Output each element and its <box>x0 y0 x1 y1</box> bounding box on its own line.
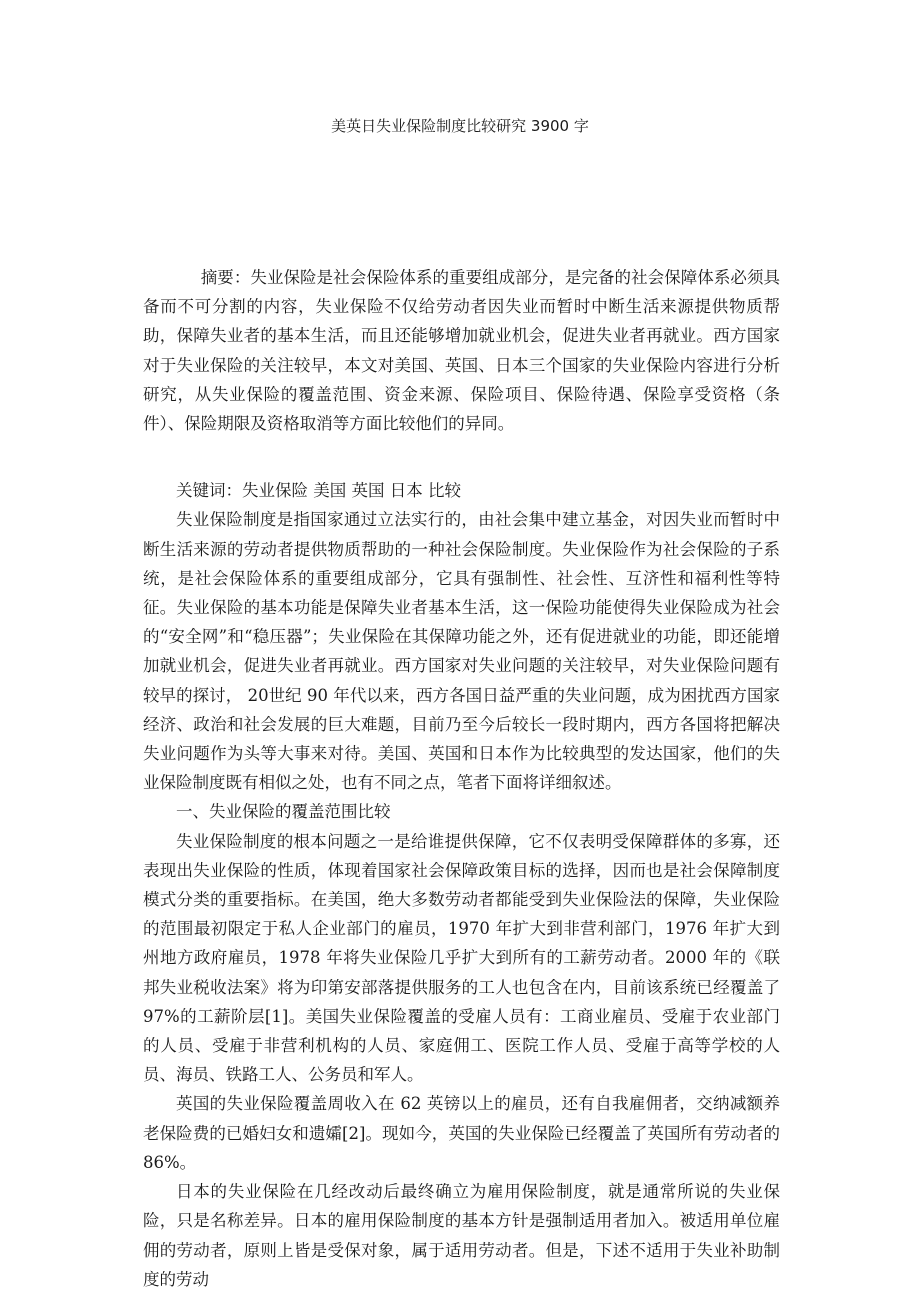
body-paragraph: 日本的失业保险在几经改动后最终确立为雇用保险制度，就是通常所说的失业保险，只是名称差异。日本的雇用保险制度的基本方针是强制适用者加入。被适用单位雇佣的劳动者，原则上皆是受保对象，属于适用劳动者。但是，下述不适用于失业补助制度的劳动 <box>143 1182 780 1289</box>
body-paragraph: 失业保险制度是指国家通过立法实行的，由社会集中建立基金，对因失业而暂时中断生活来源的劳动者提供物质帮助的一种社会保险制度。失业保险作为社会保险的子系统，是社会保险体系的重要组成部分，它具有强制性、社会性、互济性和福利性等特征。失业保险的基本功能是保障失业者基本生活，这一保险功能使得失业保险成为社会的“安全网”和“稳压器”；失业保险在其保障功能之外，还有促进就业的功能，即还能增加就业机会，促进失业者再就业。西方国家对失业问题的关注较早，对失业保险问题有较早的探讨， 20世纪 90 年代以来，西方各国日益严重的失业问题，成为困扰西方国家经济、政治和社会发展的巨大难题，目前乃至今后较长一段时期内，西方各国将把解决失业问题作为头等大事来对待。美国、英国和日本作为比较典型的发达国家，他们的失业保险制度既有相似之处，也有不同之点，笔者下面将详细叙述。 <box>143 510 780 793</box>
abstract-paragraph: 摘要：失业保险是社会保险体系的重要组成部分，是完备的社会保障体系必须具备而不可分割的内容，失业保险不仅给劳动者因失业而暂时中断生活来源提供物质帮助，保障失业者的基本生活，而且还能够增加就业机会，促进失业者再就业。西方国家对于失业保险的关注较早，本文对美国、英国、日本三个国家的失业保险内容进行分析研究，从失业保险的覆盖范围、资金来源、保险项目、保险待遇、保险享受资格（条件）、保险期限及资格取消等方面比较他们的异同。 <box>143 268 780 434</box>
paragraph-gap <box>143 438 780 476</box>
document-body <box>143 263 780 1294</box>
body-paragraph: 英国的失业保险覆盖周收入在 62 英镑以上的雇员，还有自我雇佣者，交纳减额养老保险费的已婚妇女和遗孀[2]。现如今，英国的失业保险已经覆盖了英国所有劳动者的 86%。 <box>143 1094 780 1172</box>
document-title: 美英日失业保险制度比较研究 3900 字 <box>331 117 589 135</box>
keywords-line: 关键词：失业保险 美国 英国 日本 比较 <box>176 481 461 501</box>
section-heading: 一、失业保险的覆盖范围比较 <box>176 802 391 822</box>
body-paragraph: 失业保险制度的根本问题之一是给谁提供保障，它不仅表明受保障群体的多寡，还表现出失业保险的性质，体现着国家社会保障政策目标的选择，因而也是社会保障制度模式分类的重要指标。在美国，绝大多数劳动者都能受到失业保险法的保障，失业保险的范围最初限定于私人企业部门的雇员，1970 年扩大到非营利部门，1976 年扩大到州地方政府雇员，1978 年将失业保险几乎扩大到所有的工薪劳动者。2000 年的《联邦失业税收法案》将为印第安部落提供服务的工人也包含在内，目前该系统已经覆盖了 97%的工薪阶层[1]。美国失业保险覆盖的受雇人员有：工商业雇员、受雇于农业部门的人员、受雇于非营利机构的人员、家庭佣工、医院工作人员、受雇于高等学校的人员、海员、铁路工人、公务员和军人。 <box>143 831 780 1085</box>
